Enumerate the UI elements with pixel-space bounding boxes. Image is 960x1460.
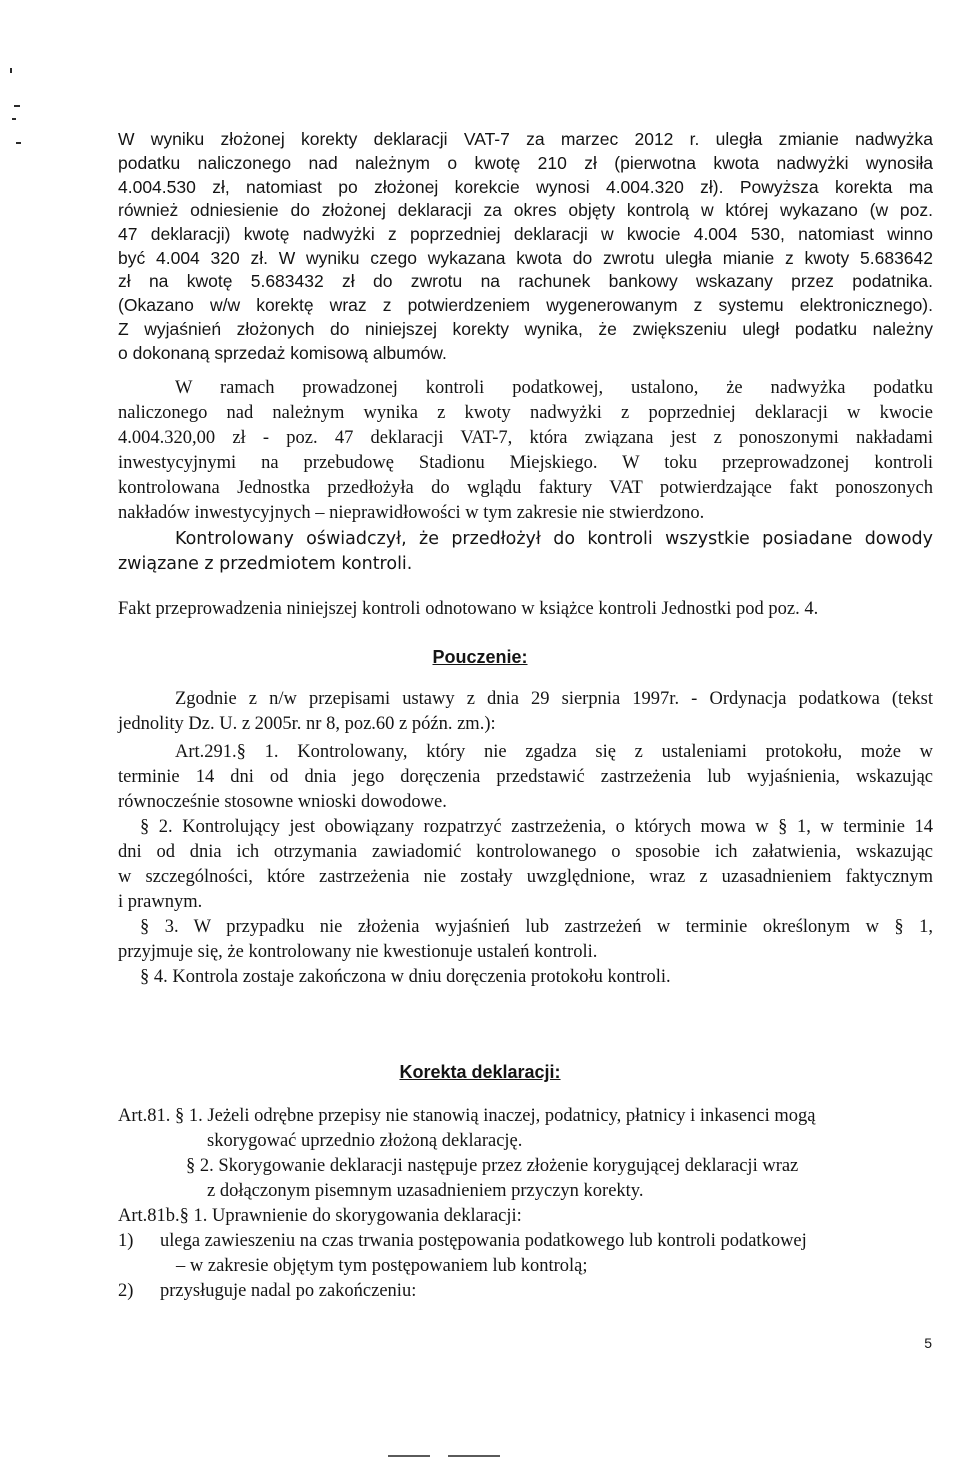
text-line: W ramach prowadzonej kontroli podatkowej, ustalono, że nadwyżka podatku xyxy=(175,378,933,398)
text-line: o dokonaną sprzedaż komisową albumów. xyxy=(118,343,447,363)
text-line: związane z przedmiotem kontroli. xyxy=(118,554,413,574)
text-line: z dołączonym pisemnym uzasadnieniem przyczyn korekty. xyxy=(207,1181,644,1201)
text-line: równocześnie stosowne wnioski dowodowe. xyxy=(118,792,447,812)
text-line: W wyniku złożonej korekty deklaracji VAT-7 za marzec 2012 r. uległa zmianie nadwyżka xyxy=(118,129,933,149)
scan-speck xyxy=(16,142,21,144)
text-line: (Okazano w/w korektę wraz z potwierdzeniem wygenerowanym z systemu elektronicznego). xyxy=(118,295,933,315)
text-line: nakładów inwestycyjnych – nieprawidłowości w tym zakresie nie stwierdzono. xyxy=(118,503,705,523)
text-line: Art.81b.§ 1. Uprawnienie do skorygowania deklaracji: xyxy=(118,1206,522,1226)
scan-edge-mark xyxy=(388,1455,430,1457)
text-line: Art.81. § 1. Jeżeli odrębne przepisy nie stanowią inaczej, podatnicy, płatnicy i inkasenci mogą xyxy=(118,1106,816,1126)
text-line: naliczonego nad należnym wynika z kwoty nadwyżki z poprzedniej deklaracji w kwocie xyxy=(118,403,933,423)
text-line: i prawnym. xyxy=(118,892,203,912)
text-line: dni od dnia ich otrzymania zawiadomić kontrolowanego o sposobie ich załatwienia, wskazując xyxy=(118,842,933,862)
page-number: 5 xyxy=(924,1335,932,1351)
text-line: jednolity Dz. U. z 2005r. nr 8, poz.60 z późn. zm.): xyxy=(118,714,496,734)
text-line: inwestycyjnymi na przebudowę Stadionu Miejskiego. W toku przeprowadzonej kontroli xyxy=(118,453,933,473)
text-line: – w zakresie objętym tym postępowaniem lub kontrolą; xyxy=(176,1256,588,1276)
text-line: 4.004.320,00 zł - poz. 47 deklaracji VAT-7, która związana jest z ponoszonymi nakładami xyxy=(118,428,933,448)
text-line: Zgodnie z n/w przepisami ustawy z dnia 29 sierpnia 1997r. - Ordynacja podatkowa (tekst xyxy=(175,689,933,709)
text-line: zł na kwotę 5.683432 zł do zwrotu na rachunek bankowy wskazany przez podatnika. xyxy=(118,271,933,291)
text-line: być 4.004 320 zł. W wyniku czego wykazana kwota do zwrotu uległa mianie z kwoty 5.683642 xyxy=(118,248,933,268)
text-line: w szczególności, które zastrzeżenia nie zostały uwzględnione, wraz z uzasadnieniem faktycznym xyxy=(118,867,933,887)
scan-speck xyxy=(10,68,12,73)
text-line: terminie 14 dni od dnia jego doręczenia przedstawić zastrzeżenia lub wyjaśnienia, wskazując xyxy=(118,767,933,787)
text-line: § 3. W przypadku nie złożenia wyjaśnień lub zastrzeżeń w terminie określonym w § 1, xyxy=(140,917,933,937)
text-line: Kontrolowany oświadczył, że przedłożył do kontroli wszystkie posiadane dowody xyxy=(175,529,933,549)
text-line: ulega zawieszeniu na czas trwania postępowania podatkowego lub kontroli podatkowej xyxy=(160,1231,807,1251)
text-line: podatku naliczonego nad należnym o kwotę 210 zł (pierwotna kwota nadwyżki wynosiła xyxy=(118,153,933,173)
text-line: Art.291.§ 1. Kontrolowany, który nie zgadza się z ustaleniami protokołu, może w xyxy=(175,742,933,762)
text-line: również odniesienie do złożonej deklaracji za okres objęty kontrolą w której wykazano (w poz. xyxy=(118,200,933,220)
text-line: Z wyjaśnień złożonych do niniejszej korekty wynika, że zwiększeniu uległ podatku należny xyxy=(118,319,933,339)
text-line: przyjmuje się, że kontrolowany nie kwestionuje ustaleń kontroli. xyxy=(118,942,598,962)
list-number: 2) xyxy=(118,1281,134,1301)
section-heading-pouczenie: Pouczenie: xyxy=(432,647,528,667)
text-line: § 2. Kontrolujący jest obowiązany rozpatrzyć zastrzeżenia, o których mowa w § 1, w terminie 14 xyxy=(140,817,933,837)
text-line: § 2. Skorygowanie deklaracji następuje przez złożenie korygującej deklaracji wraz xyxy=(186,1156,799,1176)
text-line: § 4. Kontrola zostaje zakończona w dniu doręczenia protokołu kontroli. xyxy=(140,967,671,987)
text-line: kontrolowana Jednostka przedłożyła do wglądu faktury VAT potwierdzające fakt ponoszonych xyxy=(118,478,933,498)
section-heading-korekta: Korekta deklaracji: xyxy=(399,1062,561,1082)
text-line: skorygować uprzednio złożoną deklarację. xyxy=(207,1131,523,1151)
paragraph-control-book: Fakt przeprowadzenia niniejszej kontroli odnotowano w książce kontroli Jednostki pod poz. 4. xyxy=(118,599,819,619)
list-number: 1) xyxy=(118,1231,134,1251)
text-line: przysługuje nadal po zakończeniu: xyxy=(160,1281,417,1301)
scan-edge-mark xyxy=(448,1455,500,1457)
scan-speck xyxy=(12,118,16,120)
scan-speck xyxy=(14,105,20,107)
text-line: 47 deklaracji) kwotę nadwyżki z poprzedniej deklaracji w kwocie 4.004 530, natomiast winno xyxy=(118,224,933,244)
text-line: 4.004.530 zł, natomiast po złożonej korekcie wynosi 4.004.320 zł). Powyższa korekta ma xyxy=(118,177,933,197)
